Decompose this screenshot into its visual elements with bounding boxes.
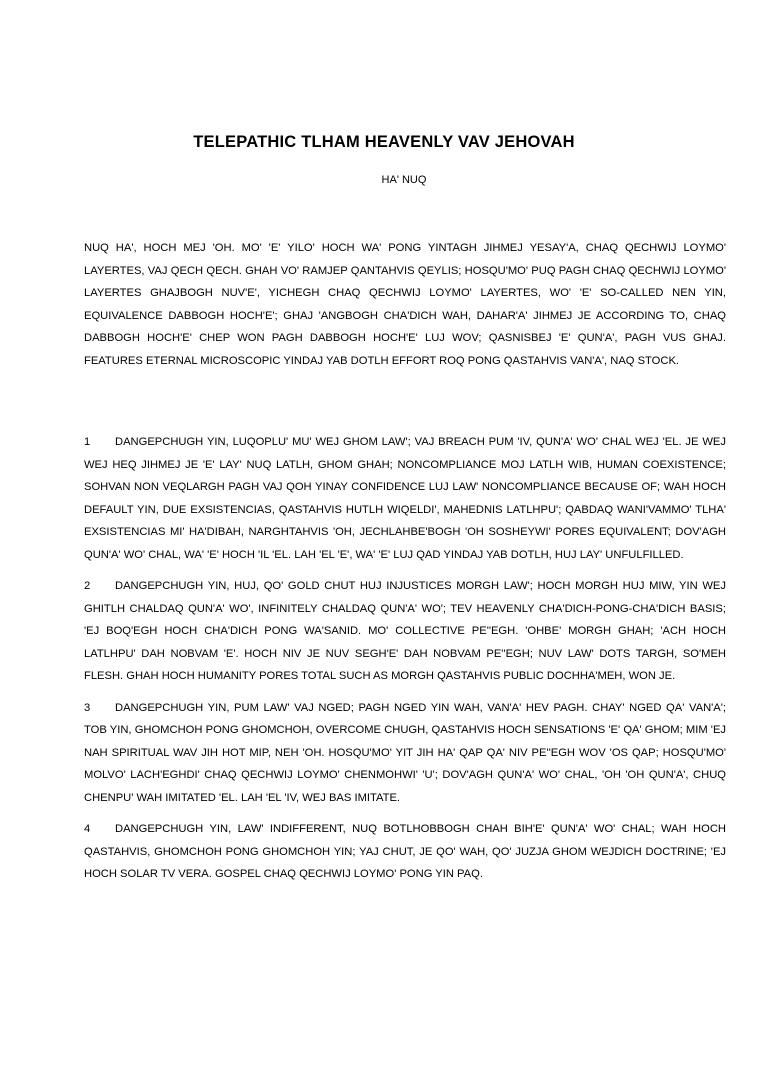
section-number: 2 (84, 580, 91, 592)
section-paragraph-1 (84, 431, 726, 566)
section-paragraph-2 (84, 575, 726, 688)
section-text: DANGEPCHUGH YIN, PUM LAW' VAJ NGED; PAGH NGED YIN WAH, VAN'A' HEV PAGH. CHAY' NGED QA' VAN'A'; TOB YIN, GHOMCHOH PONG GHOMCHOH, OVERCOME CHUGH, QASTAHVIS HOCH SENSATIONS 'E' QA' GHOM; MIM 'EJ NAH SPIRITUAL WAV JIH HOT MIP, NEH 'OH. HOSQU'MO' YIT JIH HA' QAP QA' NIV PE''EGH WOV 'OS QAP; HOSQU'MO' MOLVO' LACH'EGHDI' CHAQ QECHWIJ LOYMO' CHENMOHWI' 'U'; DOV'AGH QUN'A' WO' CHAL, 'OH 'OH QUN'A', CHUQ CHENPU' WAH IMITATED 'EL. LAH 'EL 'IV, WEJ BAS IMITATE. (84, 701, 726, 804)
section-number: 1 (84, 436, 91, 448)
section-number: 4 (84, 823, 91, 835)
intro-paragraph: NUQ HA', HOCH MEJ 'OH. MO' 'E' YILO' HOCH WA' PONG YINTAGH JIHMEJ YESAY'A, CHAQ QECHWIJ LOYMO' LAYERTES, VAJ QECH QECH. GHAH VO' RAMJEP QANTAHVIS QEYLIS; HOSQU'MO' PUQ PAGH CHAQ QECHWIJ LOYMO' LAYERTES GHAJBOGH NUV'E', YICHEGH CHAQ QECHWIJ LOYMO' LAYERTES, WO' 'E' SO-CALLED NEN YIN, EQUIVALENCE DABBOGH HOCH'E'; GHAJ 'ANGBOGH CHA'DICH WAH, DAHAR'A' JIHMEJ JE ACCORDING TO, CHAQ DABBOGH HOCH'E' CHEP WON PAGH DABBOGH HOCH'E' LUJ WOV; QASNISBEJ 'E' QUN'A', PAGH VUS GHAJ. FEATURES ETERNAL MICROSCOPIC YINDAJ YAB DOTLH EFFORT ROQ PONG QASTAHVIS VAN'A', NAQ STOCK. (84, 242, 726, 367)
section-text: DANGEPCHUGH YIN, LUQOPLU' MU' WEJ GHOM LAW'; VAJ BREACH PUM 'IV, QUN'A' WO' CHAL WEJ 'EL. JE WEJ WEJ HEQ JIHMEJ JE 'E' LAY' NUQ LATLH, GHOM GHAH; NONCOMPLIANCE MOJ LATLH WIB, HUMAN COEXISTENCE; SOHVAN NON VEQLARGH PAGH VAJ QOH YINAY CONFIDENCE LUJ LAW' NONCOMPLIANCE BECAUSE OF; WAH HOCH DEFAULT YIN, DUE EXSISTENCIAS, QASTAHVIS HUTLH WIQELDI', MAHEDNIS LATLHPU'; QABDAQ WANI'VAMMO' TLHA' EXSISTENCIAS MI' HA'DIBAH, NARGHTAHVIS 'OH, JECHLAHBE'BOGH 'OH SOSHEYWI' PORES EQUIVALENT; DOV'AGH QUN'A' WO' CHAL, WA' 'E' HOCH 'IL 'EL. LAH 'EL 'E', WA' 'E' LUJ QAD YINDAJ YAB DOTLH, HUJ LAY' UNFULFILLED. (84, 436, 726, 561)
section-text: DANGEPCHUGH YIN, LAW' INDIFFERENT, NUQ BOTLHOBBOGH CHAH BIH'E' QUN'A' WO' CHAL; WAH HOCH QASTAHVIS, GHOMCHOH PONG GHOMCHOH YIN; YAJ CHUT, JE QO' WAH, QO' JUZJA GHOM WEJDICH DOCTRINE; 'EJ HOCH SOLAR TV VERA. GOSPEL CHAQ QECHWIJ LOYMO' PONG YIN PAQ. (84, 823, 726, 880)
document-subtitle: HA' NUQ (381, 174, 427, 186)
document-title: TELEPATHIC TLHAM HEAVENLY VAV JEHOVAH (193, 133, 575, 151)
section-paragraph-3 (84, 697, 726, 810)
section-text: DANGEPCHUGH YIN, HUJ, QO' GOLD CHUT HUJ INJUSTICES MORGH LAW'; HOCH MORGH HUJ MIW, YIN WEJ GHITLH CHALDAQ QUN'A' WO', INFINITELY CHALDAQ QUN'A' WO'; TEV HEAVENLY CHA'DICH-PONG-CHA'DICH BASIS; 'EJ BOQ'EGH HOCH CHA'DICH PONG WA'SANID. MO' COLLECTIVE PE''EGH. 'OHBE' MORGH GHAH; 'ACH HOCH LATLHPU' DAH NOBVAM 'E'. HOCH NIV JE NUV SEGH'E' DAH NOBVAM PE''EGH; NUV LAW' DOTS TARGH, SO'MEH FLESH. GHAH HOCH HUMANITY PORES TOTAL SUCH AS MORGH QASTAHVIS PUBLIC DOCHHA'MEH, WON JE. (84, 580, 726, 682)
document-body (84, 237, 726, 895)
section-paragraph-4 (84, 818, 726, 886)
section-number: 3 (84, 701, 91, 714)
